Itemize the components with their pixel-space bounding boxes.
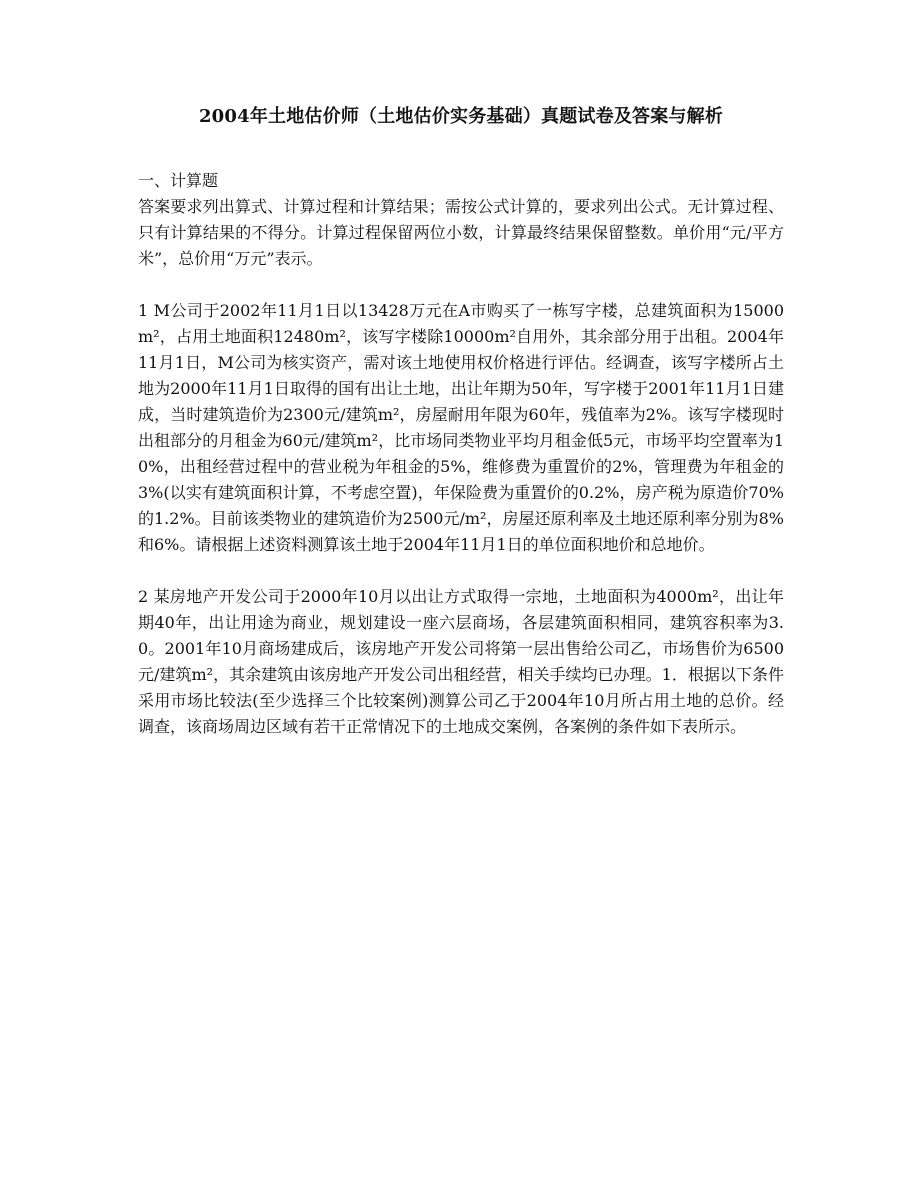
paragraph-spacer (138, 272, 784, 298)
document-page (138, 104, 784, 740)
question-1-paragraph: 1 M公司于2002年11月1日以13428万元在A市购买了一栋写字楼，总建筑面积为15000m²，占用土地面积12480m²，该写字楼除10000m²自用外，其余部分用于出租。2004年11月1日，M公司为核实资产，需对该土地使用权价格进行评估。经调查，该写字楼所占土地为2000年11月1日取得的国有出让土地，出让年期为50年，写字楼于2001年11月1日建成，当时建筑造价为2300元/建筑m²，房屋耐用年限为60年，残值率为2%。该写字楼现时出租部分的月租金为60元/建筑m²，比市场同类物业平均月租金低5元，市场平均空置率为10%，出租经营过程中的营业税为年租金的5%，维修费为重置价的2%，管理费为年租金的3%(以实有建筑面积计算，不考虑空置)，年保险费为重置价的0.2%，房产税为原造价70%的1.2%。目前该类物业的建筑造价为2500元/m²，房屋还原利率及土地还原利率分别为8%和6%。请根据上述资料测算该土地于2004年11月1日的单位面积地价和总地价。 (138, 301, 784, 554)
document-title: 2004年土地估价师（土地估价实务基础）真题试卷及答案与解析 (198, 106, 724, 127)
section-heading: 一、计算题 (138, 171, 219, 190)
question-2-paragraph: 2 某房地产开发公司于2000年10月以出让方式取得一宗地，土地面积为4000m²，出让年期40年，出让用途为商业，规划建设一座六层商场，各层建筑面积相同，建筑容积率为3.0。2001年10月商场建成后，该房地产开发公司将第一层出售给公司乙，市场售价为6500元/建筑m²，其余建筑由该房地产开发公司出租经营，相关手续均已办理。1．根据以下条件采用市场比较法(至少选择三个比较案例)测算公司乙于2004年10月所占用土地的总价。经调查，该商场周边区域有若干正常情况下的土地成交案例，各案例的条件如下表所示。 (138, 587, 784, 736)
paragraph-spacer (138, 558, 784, 584)
instructions-paragraph: 答案要求列出算式、计算过程和计算结果；需按公式计算的，要求列出公式。无计算过程、只有计算结果的不得分。计算过程保留两位小数，计算最终结果保留整数。单价用“元/平方米”，总价用“万元”表示。 (138, 197, 784, 268)
